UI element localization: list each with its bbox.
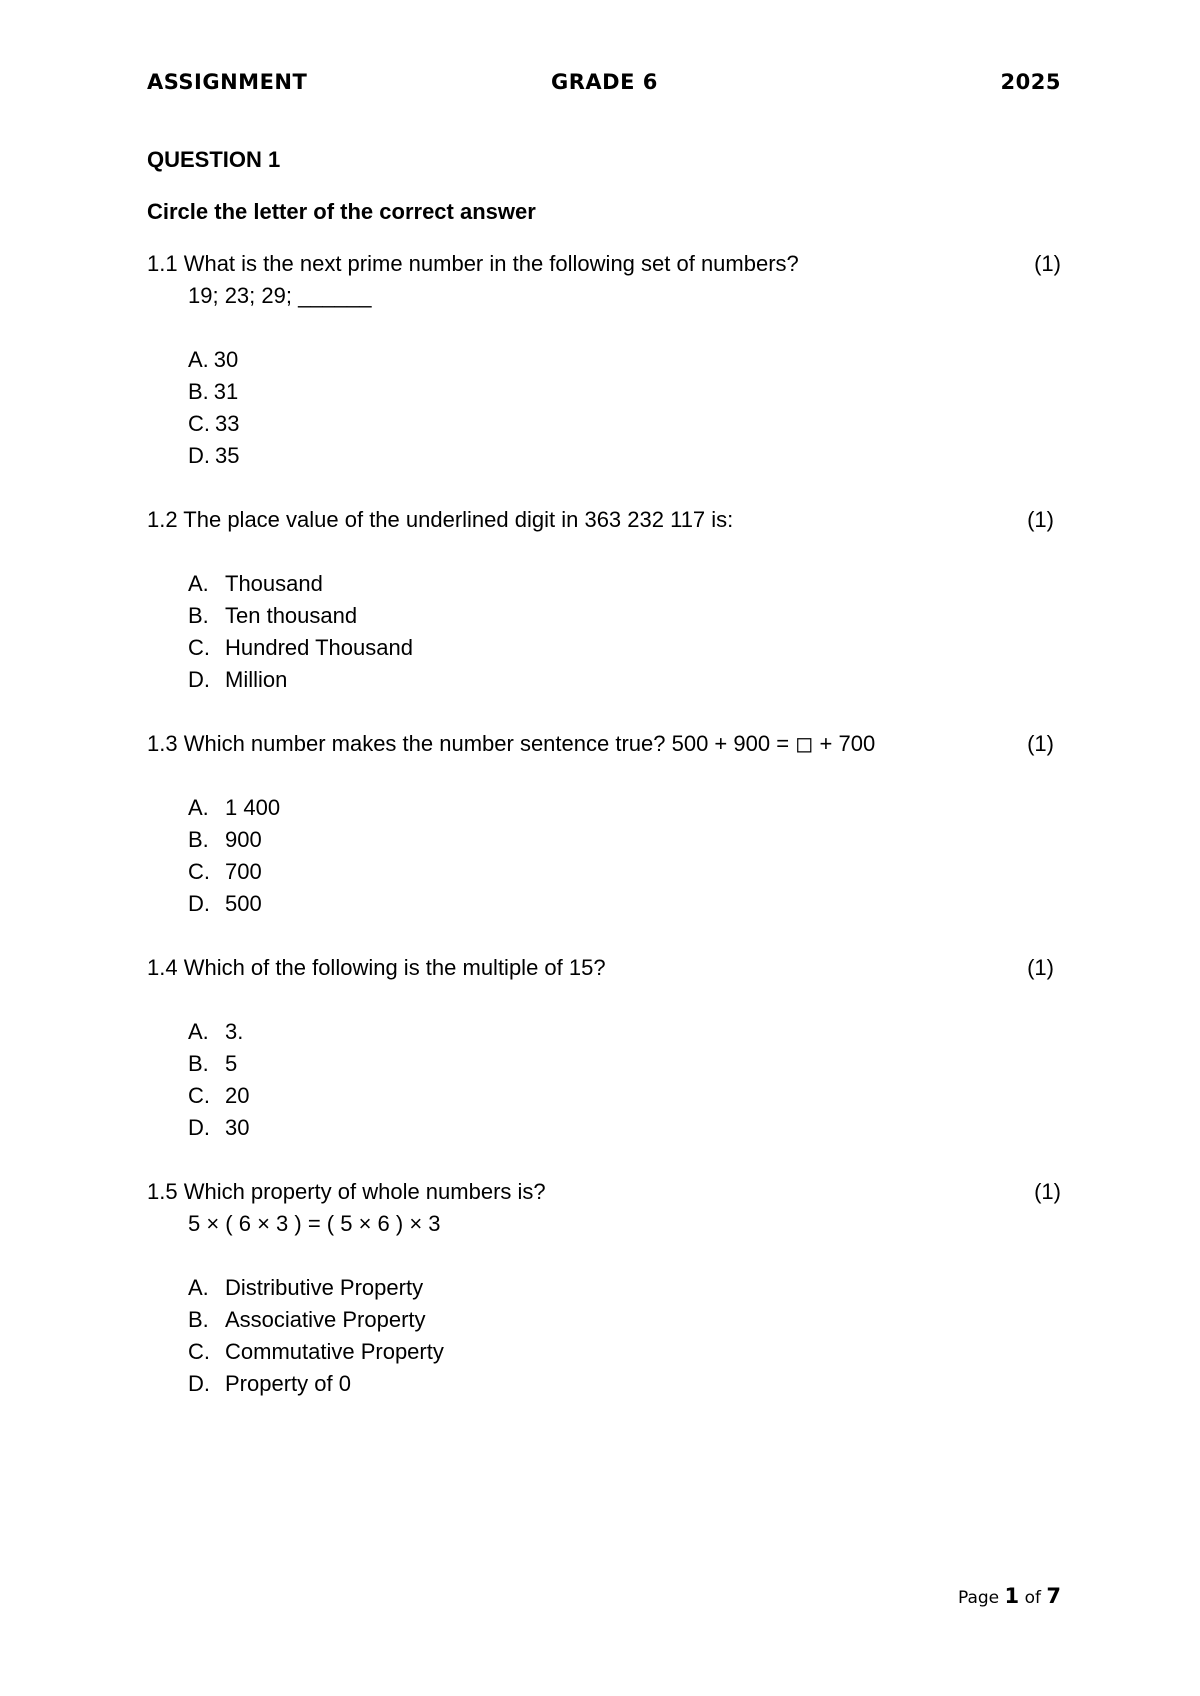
page-header <box>147 70 1061 100</box>
option-letter: C. <box>188 1083 210 1108</box>
question-text: 1.2 The place value of the underlined digit in 363 232 117 is: <box>147 507 734 532</box>
option-letter: D. <box>188 891 210 916</box>
option-c[interactable] <box>188 632 1061 664</box>
option-c[interactable] <box>188 856 1061 888</box>
option-letter: B. <box>188 1051 209 1076</box>
option-label: 20 <box>225 1083 250 1108</box>
option-letter: C. <box>188 859 210 884</box>
option-label: Property of 0 <box>225 1371 351 1396</box>
option-letter: B. <box>188 379 209 404</box>
option-label: Associative Property <box>225 1307 426 1332</box>
option-label: 30 <box>213 347 239 372</box>
option-a[interactable] <box>188 344 1061 376</box>
option-label: Commutative Property <box>225 1339 444 1364</box>
option-letter: A. <box>188 1275 209 1300</box>
option-letter: A. <box>188 347 209 372</box>
question-text: 1.3 Which number makes the number sentence true? 500 + 900 = ◻ + 700 <box>147 731 876 756</box>
option-letter: D. <box>188 443 210 468</box>
option-label: Thousand <box>225 571 323 596</box>
option-label: Distributive Property <box>225 1275 424 1300</box>
option-c[interactable] <box>188 1336 1061 1368</box>
option-c[interactable] <box>188 408 1061 440</box>
option-label: 30 <box>225 1115 250 1140</box>
question-mark: (1) <box>1034 251 1061 276</box>
option-label: Million <box>225 667 288 692</box>
option-label: Ten thousand <box>225 603 358 628</box>
question-mark: (1) <box>1034 1179 1061 1204</box>
option-letter: C. <box>188 411 210 436</box>
option-label: 35 <box>215 443 240 468</box>
option-d[interactable] <box>188 1112 1061 1144</box>
options-list <box>147 792 1061 920</box>
question-1-1 <box>147 248 1061 472</box>
question-mark: (1) <box>1027 731 1054 756</box>
option-d[interactable] <box>188 1368 1061 1400</box>
option-letter: B. <box>188 1307 209 1332</box>
option-b[interactable] <box>188 376 1061 408</box>
option-letter: D. <box>188 667 210 692</box>
question-sequence: 19; 23; 29; ______ <box>188 283 372 308</box>
option-label: 3. <box>225 1019 244 1044</box>
option-letter: A. <box>188 571 209 596</box>
header-year: 2025 <box>1000 70 1061 94</box>
option-label: Hundred Thousand <box>225 635 413 660</box>
question-mark: (1) <box>1027 955 1054 980</box>
page-number <box>958 1584 1061 1608</box>
option-letter: D. <box>188 1371 210 1396</box>
option-b[interactable] <box>188 600 1061 632</box>
question-text: 1.4 Which of the following is the multiple of 15? <box>147 955 606 980</box>
option-d[interactable] <box>188 888 1061 920</box>
option-label: 900 <box>225 827 262 852</box>
option-letter: D. <box>188 1115 210 1140</box>
option-b[interactable] <box>188 824 1061 856</box>
page-total: 7 <box>1046 1584 1061 1608</box>
page-current: 1 <box>1004 1584 1020 1608</box>
option-letter: B. <box>188 827 209 852</box>
option-letter: C. <box>188 1339 210 1364</box>
option-b[interactable] <box>188 1048 1061 1080</box>
option-a[interactable] <box>188 792 1061 824</box>
question-mark: (1) <box>1027 507 1054 532</box>
question-expression: 5 × ( 6 × 3 ) = ( 5 × 6 ) × 3 <box>188 1211 441 1236</box>
option-label: 5 <box>225 1051 238 1076</box>
option-letter: B. <box>188 603 209 628</box>
option-a[interactable] <box>188 1272 1061 1304</box>
option-d[interactable] <box>188 440 1061 472</box>
option-label: 1 400 <box>225 795 281 820</box>
question-1-5 <box>147 1176 1061 1400</box>
header-grade: GRADE 6 <box>551 70 658 94</box>
option-letter: A. <box>188 795 209 820</box>
options-list <box>147 568 1061 696</box>
question-text: 1.1 What is the next prime number in the following set of numbers? <box>147 251 799 276</box>
options-list <box>147 1016 1061 1144</box>
option-label: 31 <box>213 379 239 404</box>
option-label: 700 <box>225 859 262 884</box>
header-assignment: ASSIGNMENT <box>147 70 308 94</box>
option-a[interactable] <box>188 1016 1061 1048</box>
section-title: QUESTION 1 <box>147 147 281 172</box>
options-list <box>147 344 1061 472</box>
option-letter: C. <box>188 635 210 660</box>
option-letter: A. <box>188 1019 209 1044</box>
option-label: 33 <box>215 411 240 436</box>
question-text: 1.5 Which property of whole numbers is? <box>147 1179 546 1204</box>
page-word: Page <box>957 1588 1000 1608</box>
question-1-3 <box>147 728 1061 920</box>
option-b[interactable] <box>188 1304 1061 1336</box>
options-list <box>147 1272 1061 1400</box>
document-body <box>147 144 1061 1432</box>
option-label: 500 <box>225 891 262 916</box>
option-d[interactable] <box>188 664 1061 696</box>
question-1-4 <box>147 952 1061 1144</box>
option-c[interactable] <box>188 1080 1061 1112</box>
question-1-2 <box>147 504 1061 696</box>
section-instruction: Circle the letter of the correct answer <box>147 199 536 224</box>
option-a[interactable] <box>188 568 1061 600</box>
page-of-word: of <box>1024 1588 1041 1608</box>
